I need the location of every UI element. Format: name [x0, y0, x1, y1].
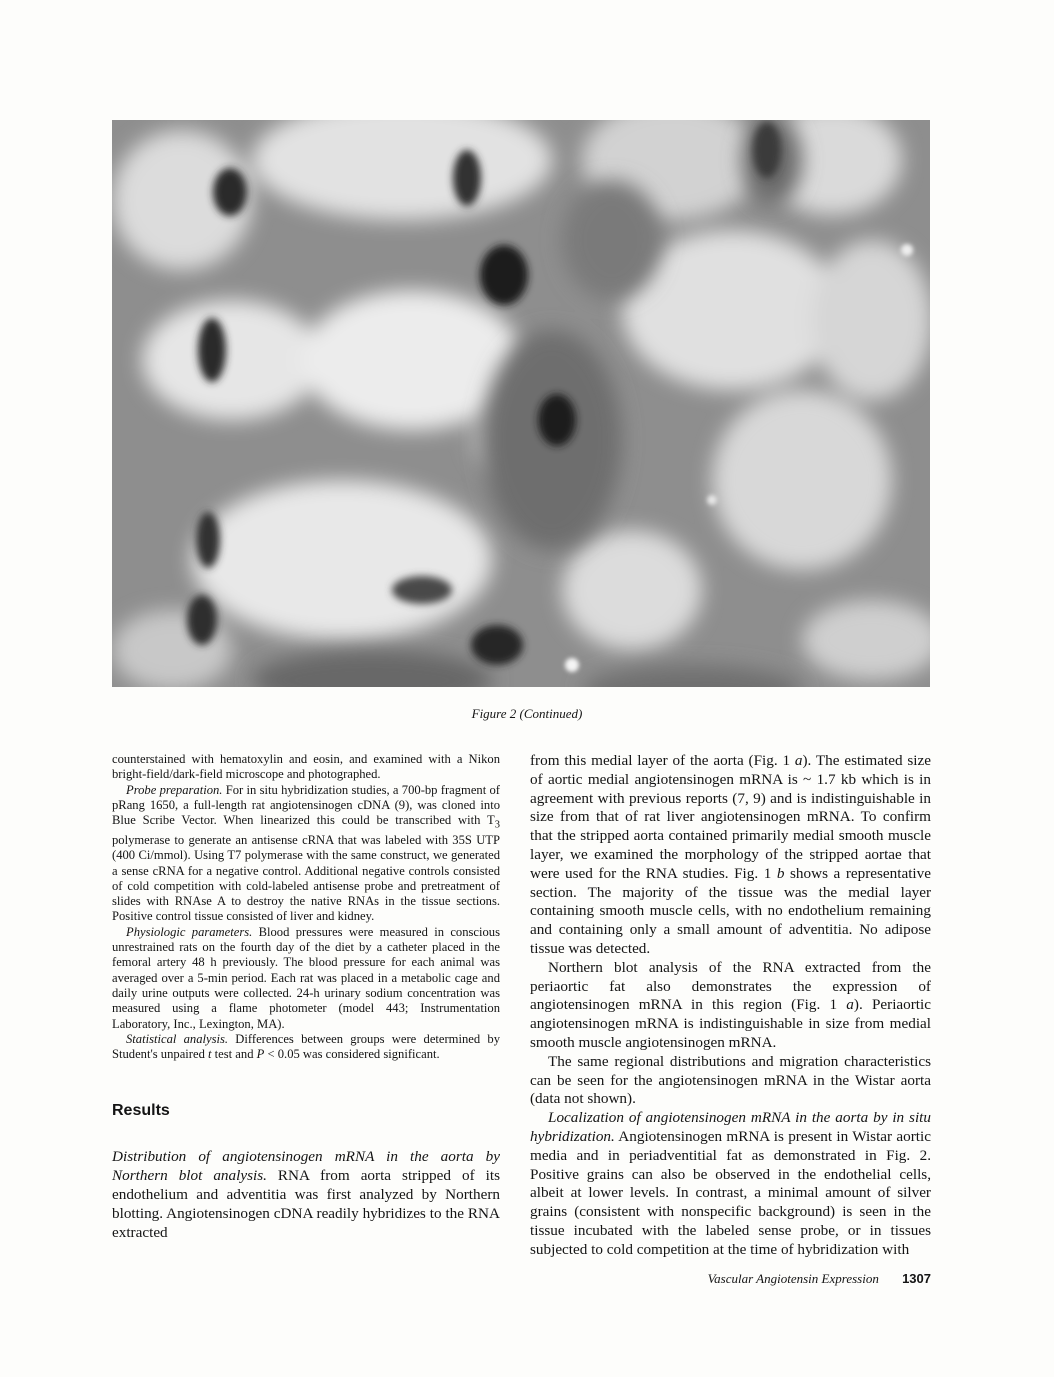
- left-column: [112, 752, 500, 1242]
- paragraph-text: RNA from aorta stripped of its endothelium and adventitia was first analyzed by Northern blotting. Angiotensinogen cDNA readily hybridizes to the RNA extracted: [112, 1167, 500, 1241]
- subscript: 3: [494, 819, 500, 831]
- italic-symbol: t: [208, 1047, 212, 1062]
- paragraph-text: Blood pressures were measured in conscious unrestrained rats on the fourth day of the diet by a catheter placed in the femoral artery 48 h previously. The blood pressure for each animal was averaged over a 5-min period. Each rat was placed in a metabolic cage and daily urine outputs were collected. 24-h urinary sodium concentration was measured using a flame photometer (model 443; Instrumentation Laboratory, Inc., Lexington, MA).: [112, 924, 501, 1031]
- right-column: [530, 752, 931, 1260]
- paragraph-methods-end: counterstained with hematoxylin and eosin, and examined with a Nikon bright-field/dark-field microscope and photographed.: [112, 752, 500, 782]
- italic-symbol: a: [794, 752, 803, 769]
- paragraph-text: polymerase to generate an antisense cRNA that was labeled with 35S UTP (400 Ci/mmol). Using T7 polymerase with the same construct, we generated a sense cRNA for a negative control. Additional negative controls consisted of cold competition with cold-labeled antisense probe and pretreatment of slides with RNAse A to destroy the native RNAs in the tissue sections. Positive control tissue consisted of liver and kidney.: [112, 833, 500, 924]
- run-in-heading: Physiologic parameters.: [126, 924, 253, 939]
- micrograph-image: [112, 120, 930, 687]
- paragraph-text: shows a representative section. The majority of the tissue was the medial layer containing smooth muscle cells, with no endothelium remaining and containing only a small amount of adventitia. No adipose tissue was detected.: [530, 864, 931, 957]
- italic-symbol: P: [256, 1047, 265, 1062]
- run-in-heading: Statistical analysis.: [126, 1031, 229, 1046]
- run-in-heading: Distribution of angiotensinogen mRNA in the aorta by Northern blot analysis.: [112, 1148, 500, 1185]
- micrograph-figure: [112, 120, 930, 687]
- paragraph-physiologic-parameters: [112, 925, 500, 1032]
- page-footer: [708, 1271, 931, 1287]
- paragraph-northern-blot: [112, 1148, 500, 1242]
- paragraph-statistical-analysis: [112, 1032, 500, 1063]
- paragraph-text: Differences between groups were determined by Student's unpaired: [112, 1031, 501, 1062]
- paragraph-mrna-size: [530, 752, 931, 959]
- paragraph-periaortic-fat: [530, 959, 931, 1053]
- paragraph-text: ). Periaortic angiotensinogen mRNA is indistinguishable in size from medial smooth muscle angiotensinogen mRNA.: [530, 996, 931, 1051]
- italic-symbol: b: [776, 864, 785, 882]
- paragraph-in-situ: [530, 1109, 931, 1259]
- results-heading: Results: [112, 1102, 170, 1120]
- paragraph-wistar: The same regional distributions and migration characteristics can be seen for the angiotensinogen mRNA in the Wistar aorta (data not shown).: [530, 1052, 931, 1108]
- paragraph-text: ). The estimated size of aortic medial angiotensinogen mRNA is ~ 1.7 kb which is in agreement with previous reports (7, 9) and is indistinguishable in size from that of rat liver angiotensinogen mRNA. To confirm that the stripped aorta contained primarily medial smooth muscle layer, we examined the morphology of the stripped aortae that were used for the RNA studies. Fig. 1: [530, 752, 931, 882]
- paragraph-text: For in situ hybridization studies, a 700-bp fragment of pRang 1650, a full-length rat angiotensinogen cDNA (9), was cloned into Blue Scribe Vector. When linearized this could be transcribed with T: [112, 782, 500, 828]
- italic-symbol: a: [846, 996, 854, 1014]
- paragraph-probe-preparation: [112, 783, 500, 925]
- run-in-heading: Localization of angiotensinogen mRNA in the aorta by in situ hybridization.: [530, 1109, 931, 1145]
- paragraph-text: < 0.05 was considered significant.: [264, 1047, 440, 1062]
- paragraph-text: from this medial layer of the aorta (Fig. 1: [530, 752, 795, 769]
- run-in-heading: Probe preparation.: [126, 782, 223, 797]
- running-title: Vascular Angiotensin Expression: [707, 1271, 879, 1286]
- paragraph-text: Northern blot analysis of the RNA extracted from the periaortic fat also demonstrates the expression of angiotensinogen mRNA in this region (Fig. 1: [530, 958, 931, 1014]
- paragraph-text: test and: [211, 1047, 257, 1062]
- page-number: 1307: [902, 1271, 931, 1286]
- paragraph-text: Angiotensinogen mRNA is present in Wistar aortic media and in periadventitial fat as demonstrated in Fig. 2. Positive grains can also be observed in the endothelial cells, albeit at lower levels. In contrast, a minimal amount of silver grains (consistent with nonspecific background) is seen in the tissue incubated with the labeled sense probe, or in tissues subjected to cold competition at the time of hybridization with: [530, 1127, 931, 1258]
- figure-caption: Figure 2 (Continued): [471, 706, 583, 721]
